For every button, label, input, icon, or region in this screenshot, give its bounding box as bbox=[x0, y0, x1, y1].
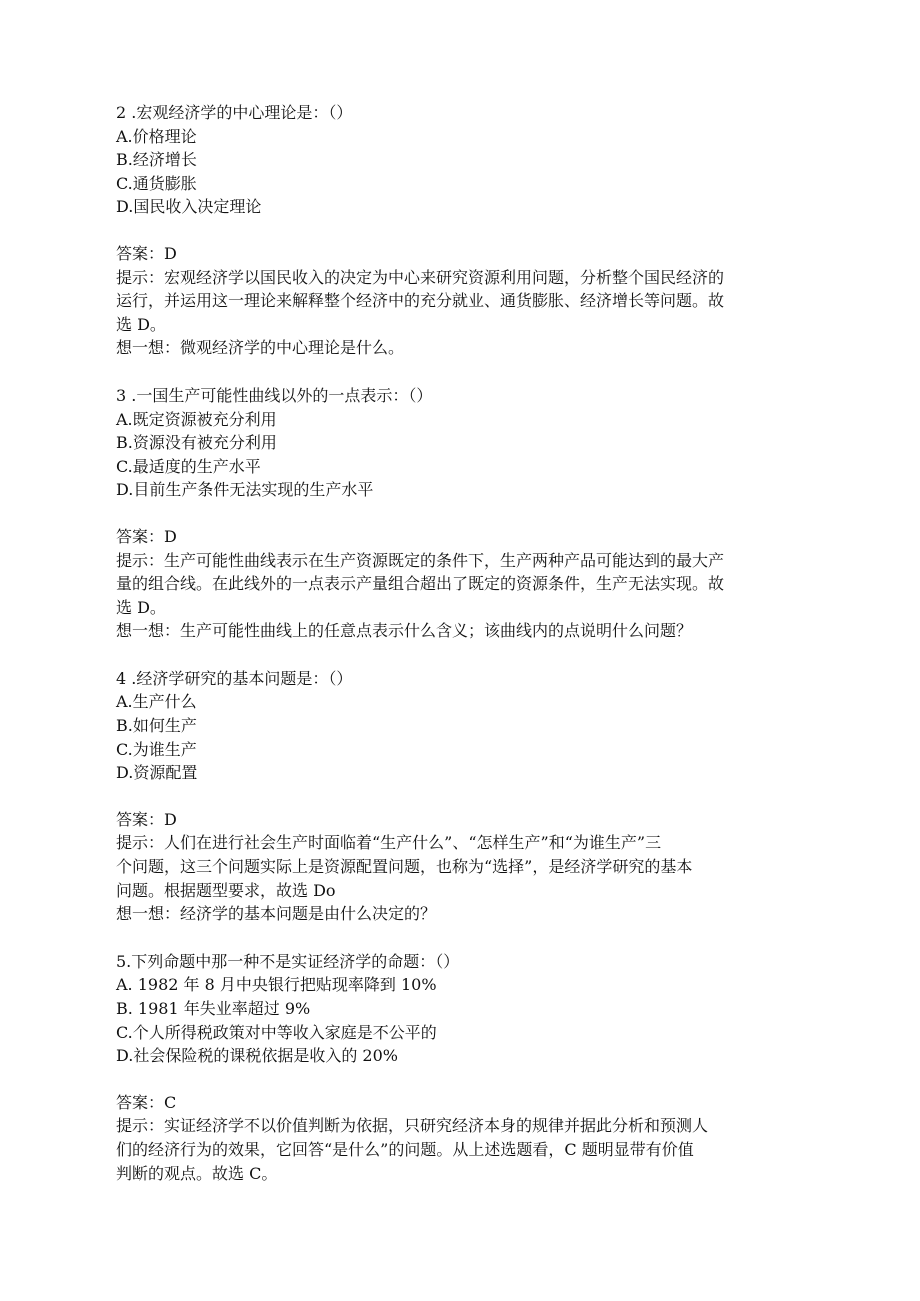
option-b: B. 1981 年失业率超过 9% bbox=[116, 999, 311, 1018]
hint-line: 选 D。 bbox=[116, 314, 166, 334]
question-2 bbox=[116, 101, 816, 360]
option-c: C.为谁生产 bbox=[116, 739, 197, 759]
think-line: 想一想：微观经济学的中心理论是什么。 bbox=[116, 338, 405, 358]
option-a: A.既定资源被充分利用 bbox=[116, 409, 277, 429]
hint-line: 运行，并运用这一理论来解释整个经济中的充分就业、通货膨胀、经济增长等问题。故 bbox=[116, 291, 725, 311]
document-page bbox=[116, 101, 816, 1209]
spacer bbox=[116, 1068, 816, 1091]
option-a: A.价格理论 bbox=[116, 126, 197, 146]
answer: 答案：D bbox=[116, 809, 177, 829]
hint-line: 提示：生产可能性曲线表示在生产资源既定的条件下，生产两种产品可能达到的最大产 bbox=[116, 550, 725, 570]
option-b: B.经济增长 bbox=[116, 150, 197, 170]
hint-line: 提示：宏观经济学以国民收入的决定为中心来研究资源利用问题，分析整个国民经济的 bbox=[116, 267, 725, 287]
option-d: D.资源配置 bbox=[116, 763, 198, 783]
hint-line: 们的经济行为的效果，它回答“是什么”的问题。从上述选题看，C 题明显带有价值 bbox=[116, 1139, 694, 1159]
spacer bbox=[116, 219, 816, 242]
option-d: D.国民收入决定理论 bbox=[116, 197, 262, 217]
hint-line: 问题。根据题型要求，故选 Do bbox=[116, 880, 336, 900]
option-a: A.生产什么 bbox=[116, 692, 197, 712]
answer: 答案：C bbox=[116, 1092, 177, 1112]
option-b: B.资源没有被充分利用 bbox=[116, 433, 277, 453]
question-title: 4 .经济学研究的基本问题是：（） bbox=[116, 668, 353, 688]
think-line: 想一想：经济学的基本问题是由什么决定的？ bbox=[116, 904, 437, 924]
option-b: B.如何生产 bbox=[116, 716, 197, 736]
question-3 bbox=[116, 384, 816, 643]
question-5 bbox=[116, 950, 816, 1185]
hint-line: 个问题，这三个问题实际上是资源配置问题，也称为“选择”，是经济学研究的基本 bbox=[116, 857, 693, 877]
option-d: D.社会保险税的课税依据是收入的 20% bbox=[116, 1046, 398, 1066]
question-title: 3 .一国生产可能性曲线以外的一点表示：（） bbox=[116, 385, 433, 405]
option-c: C.个人所得税政策对中等收入家庭是不公平的 bbox=[116, 1022, 437, 1042]
hint-line: 提示：实证经济学不以价值判断为依据，只研究经济本身的规律并据此分析和预测人 bbox=[116, 1116, 709, 1136]
question-title: 5.下列命题中那一种不是实证经济学的命题：（） bbox=[116, 951, 460, 971]
spacer bbox=[116, 502, 816, 525]
option-d: D.目前生产条件无法实现的生产水平 bbox=[116, 480, 374, 500]
spacer bbox=[116, 785, 816, 808]
option-a: A. 1982 年 8 月中央银行把贴现率降到 10% bbox=[116, 975, 437, 995]
hint-line: 提示：人们在进行社会生产时面临着“生产什么”、“怎样生产”和“为谁生产”三 bbox=[116, 833, 662, 853]
answer: 答案：D bbox=[116, 526, 177, 546]
option-c: C.通货膨胀 bbox=[116, 173, 197, 193]
think-line: 想一想：生产可能性曲线上的任意点表示什么含义；该曲线内的点说明什么问题？ bbox=[116, 621, 693, 641]
hint-line: 量的组合线。在此线外的一点表示产量组合超出了既定的资源条件，生产无法实现。故 bbox=[116, 574, 725, 594]
hint-line: 选 D。 bbox=[116, 597, 166, 617]
question-title: 2 .宏观经济学的中心理论是：（） bbox=[116, 103, 353, 122]
question-4 bbox=[116, 667, 816, 926]
hint-line: 判断的观点。故选 C。 bbox=[116, 1163, 278, 1183]
option-c: C.最适度的生产水平 bbox=[116, 456, 261, 476]
answer: 答案：D bbox=[116, 243, 177, 263]
